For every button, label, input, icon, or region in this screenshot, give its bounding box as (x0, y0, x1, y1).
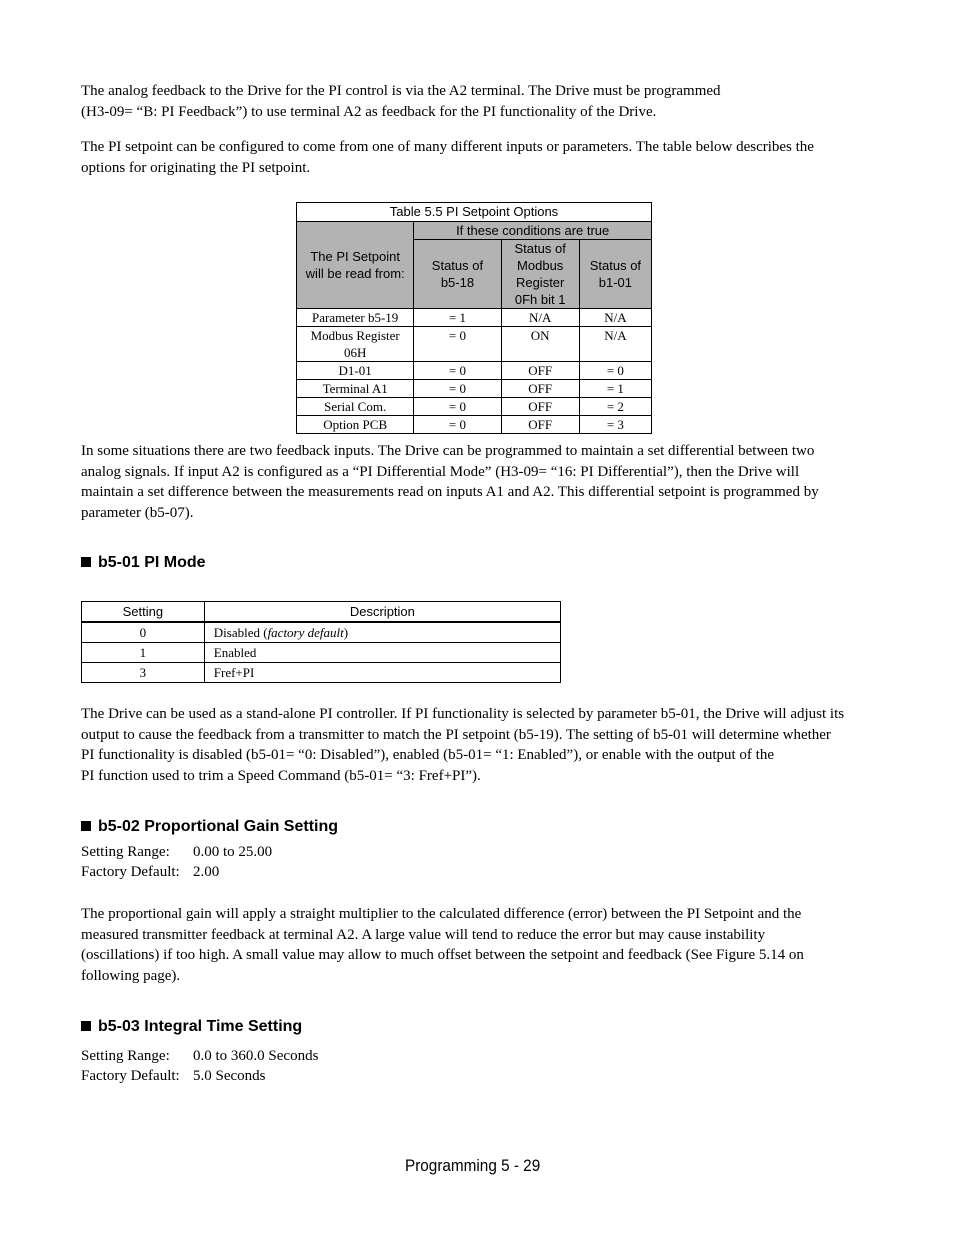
column-header-modbus-register (501, 240, 579, 309)
description-cell: Enabled (204, 643, 560, 663)
header-line: Status of (431, 258, 484, 273)
table-cell: OFF (501, 380, 579, 398)
factory-default-label: Factory Default: (81, 863, 180, 880)
b5-02-settings (81, 843, 272, 882)
setting-cell: 0 (82, 622, 205, 643)
b5-03-settings (81, 1047, 318, 1086)
header-line: will be read from: (305, 266, 405, 281)
setting-cell: 1 (82, 643, 205, 663)
table-cell: OFF (501, 416, 579, 434)
text-line: The analog feedback to the Drive for the PI control is via the A2 terminal. The Drive must be programmed (81, 83, 721, 99)
factory-default-value: 2.00 (193, 863, 220, 880)
table-row (82, 663, 561, 683)
header-line: Modbus (517, 258, 564, 273)
pi-mode-table (81, 601, 561, 683)
text-line: (H3-09= “B: PI Feedback”) to use terminal A2 as feedback for the PI functionality of the Drive. (81, 103, 657, 120)
table-cell: = 0 (414, 380, 501, 398)
description-end: ) (343, 624, 349, 640)
table-cell: = 2 (579, 398, 651, 416)
factory-default-row (81, 863, 272, 883)
table-cell: = 0 (414, 362, 501, 380)
table-cell: Parameter b5-19 (297, 309, 414, 327)
text-line: The PI setpoint can be configured to come from one of many different inputs or parameters. The table below describes the (81, 139, 814, 155)
b5-02-paragraph (81, 904, 871, 986)
heading-text: b5-01 PI Mode (98, 554, 206, 571)
table-row (297, 362, 652, 380)
table-cell: Option PCB (297, 416, 414, 434)
square-bullet-icon (81, 557, 91, 567)
text-line: The Drive can be used as a stand-alone PI controller. If PI functionality is selected by parameter b5-01, the Drive will adjust its (81, 706, 845, 722)
table-cell: N/A (579, 309, 651, 327)
text-line: In some situations there are two feedback inputs. The Drive can be programmed to maintain a set differential between two (81, 443, 815, 459)
text-line: measured transmitter feedback at terminal A2. A large value will tend to reduce the error but may cause instability (81, 926, 766, 943)
intro-paragraph-1 (81, 81, 871, 122)
text-line: PI functionality is disabled (b5-01= “0: Disabled”), enabled (b5-01= “1: Enabled”), or enable with the output of the (81, 747, 774, 763)
setting-range-row (81, 843, 272, 863)
section-heading-b5-01 (81, 554, 206, 572)
table-cell: = 3 (579, 416, 651, 434)
section-heading-b5-03 (81, 1018, 302, 1036)
column-header-setting: Setting (82, 602, 205, 623)
heading-text: b5-02 Proportional Gain Setting (98, 818, 339, 835)
square-bullet-icon (81, 821, 91, 831)
table-row (297, 416, 652, 434)
table-cell: = 0 (414, 398, 501, 416)
header-line: b5-18 (440, 275, 475, 290)
table-cell: OFF (501, 362, 579, 380)
table-cell: = 0 (414, 327, 501, 362)
table-cell: Serial Com. (297, 398, 414, 416)
text-line: options for originating the PI setpoint. (81, 159, 311, 176)
table-cell: = 1 (414, 309, 501, 327)
heading-text: b5-03 Integral Time Setting (98, 1018, 303, 1035)
table-row (297, 309, 652, 327)
setting-range-value: 0.00 to 25.00 (193, 844, 273, 860)
table-cell (297, 327, 414, 362)
square-bullet-icon (81, 1021, 91, 1031)
table-row (82, 643, 561, 663)
b5-01-paragraph (81, 704, 881, 786)
table-row (82, 622, 561, 643)
text-line: following page). (81, 967, 181, 984)
cell-line: 06H (343, 345, 367, 360)
table-cell: ON (501, 327, 579, 362)
header-line: Status of (514, 241, 566, 256)
table-cell: OFF (501, 398, 579, 416)
text-line: maintain a set difference between the measurements read on inputs A1 and A2. This differential setpoint is programmed by (81, 484, 819, 500)
header-line: The PI Setpoint (310, 249, 400, 264)
factory-default-value: 5.0 Seconds (193, 1067, 266, 1084)
intro-paragraph-2 (81, 137, 871, 178)
column-header-setpoint-source (297, 222, 414, 309)
header-line: b1-01 (598, 275, 633, 290)
column-header-b1-01 (579, 240, 651, 309)
column-header-b5-18 (414, 240, 501, 309)
table-cell: Terminal A1 (297, 380, 414, 398)
header-line: Status of (589, 258, 642, 273)
setting-range-value: 0.0 to 360.0 Seconds (193, 1048, 319, 1064)
table-cell: = 1 (579, 380, 651, 398)
differential-paragraph (81, 441, 871, 523)
setting-cell: 3 (82, 663, 205, 683)
text-line: (oscillations) if too high. A small value may allow to much offset between the setpoint and feedback (See Figure 5.14 on (81, 947, 804, 963)
table-caption: Table 5.5 PI Setpoint Options (297, 203, 652, 222)
setting-range-label: Setting Range: (81, 844, 170, 860)
table-cell: N/A (501, 309, 579, 327)
table-cell: = 0 (414, 416, 501, 434)
table-row (297, 398, 652, 416)
factory-default-label: Factory Default: (81, 1067, 180, 1084)
description-cell: Fref+PI (204, 663, 560, 683)
section-heading-b5-02 (81, 818, 338, 836)
description-text: Disabled ( (213, 624, 268, 640)
conditions-header: If these conditions are true (414, 222, 652, 240)
text-line: PI function used to trim a Speed Command (b5-01= “3: Fref+PI”). (81, 767, 481, 784)
column-header-description: Description (204, 602, 560, 623)
table-cell: N/A (579, 327, 651, 362)
table-cell: D1-01 (297, 362, 414, 380)
table-row (297, 380, 652, 398)
header-line: 0Fh bit 1 (514, 292, 566, 307)
pi-setpoint-options-table (296, 202, 652, 434)
cell-line: Modbus Register (310, 328, 400, 343)
factory-default-row (81, 1067, 318, 1087)
table-row (297, 327, 652, 362)
table-cell: = 0 (579, 362, 651, 380)
text-line: output to cause the feedback from a transmitter to match the PI setpoint (b5-19). The setting of b5-01 will determine whether (81, 726, 831, 743)
text-line: parameter (b5-07). (81, 504, 194, 521)
text-line: The proportional gain will apply a straight multiplier to the calculated difference (error) between the PI Setpoint and the (81, 906, 802, 922)
text-line: analog signals. If input A2 is configured as a “PI Differential Mode” (H3-09= “16: PI Differential”), then the Drive will (81, 463, 800, 480)
header-line: Register (515, 275, 565, 290)
setting-range-row (81, 1047, 318, 1067)
page-footer: Programming 5 - 29 (405, 1156, 541, 1175)
description-italic: factory default (267, 624, 344, 640)
description-cell (204, 622, 560, 643)
setting-range-label: Setting Range: (81, 1048, 170, 1064)
